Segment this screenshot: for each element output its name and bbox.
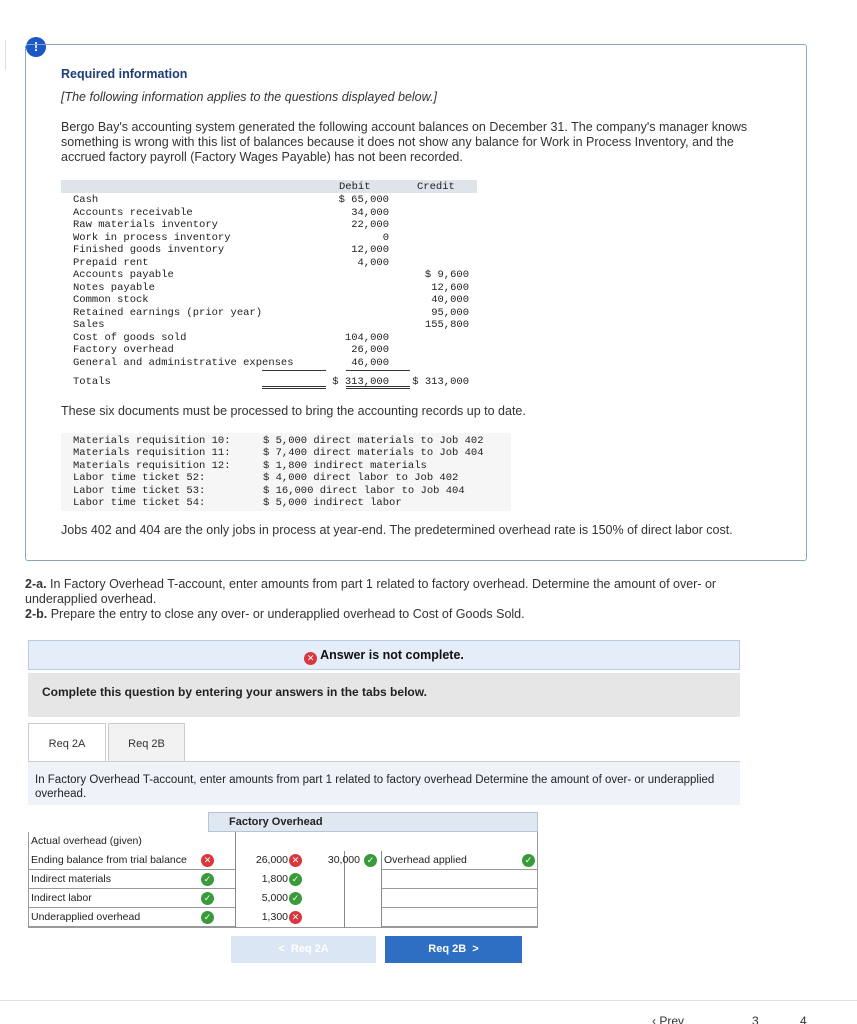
document-description: $ 7,400 direct materials to Job 404: [263, 447, 484, 460]
footer-page-4[interactable]: 4: [800, 1014, 807, 1024]
document-row: [61, 497, 511, 509]
incorrect-x-icon: ✕: [289, 854, 302, 867]
t-left-label[interactable]: Underapplied overhead: [31, 911, 141, 923]
tb-account: Accounts payable: [73, 269, 174, 281]
t-left-amount-input[interactable]: 1,800: [261, 873, 288, 885]
trial-balance-row: [61, 332, 477, 345]
footer-prev-label: Prev: [659, 1014, 685, 1024]
tb-account: Raw materials inventory: [73, 219, 218, 231]
document-row: [61, 435, 511, 447]
document-description: $ 1,800 indirect materials: [263, 459, 427, 472]
document-row: [61, 460, 511, 472]
left-edge-marker: [0, 40, 6, 70]
trial-balance-row: [61, 194, 477, 207]
tb-account: General and administrative expenses: [73, 356, 294, 369]
required-information-subtitle: [The following information applies to the questions displayed below.]: [61, 90, 437, 104]
footer-page-3[interactable]: 3: [752, 1014, 759, 1024]
tb-account: Notes payable: [73, 281, 155, 294]
chevron-right-icon: >: [466, 943, 479, 955]
trial-balance-row: [61, 244, 477, 257]
trial-balance-row: [61, 294, 477, 307]
tb-debit: $ 313,000: [332, 376, 389, 388]
intro-paragraph: Bergo Bay's accounting system generated the following account balances on December 31. The company's manager knows something is wrong with this list of balances because it does not show any balance for Work in Process Inventory, and the accrued factory payroll (Factory Wages Payable) has not been recorded.: [61, 120, 748, 164]
tb-account: Prepaid rent: [73, 256, 149, 269]
t-row-rule: [28, 926, 235, 927]
t-left-amount-input[interactable]: 26,000: [255, 854, 288, 866]
trial-balance-row: [61, 219, 477, 232]
debit-subtotal-rule: [262, 370, 326, 371]
tb-credit: 40,000: [431, 294, 469, 306]
chevron-left-icon: <: [278, 943, 291, 955]
incorrect-icon: ✕: [304, 652, 317, 665]
t-account-right-divider: [381, 851, 382, 928]
t-left-amount-input[interactable]: 1,300: [261, 911, 288, 923]
t-row-rule: [381, 907, 538, 908]
correct-check-icon: ✓: [289, 873, 302, 886]
tb-account: Totals: [73, 376, 111, 388]
tb-debit: 34,000: [351, 206, 389, 219]
tb-debit: 26,000: [351, 344, 389, 356]
debit-total-rule: [262, 386, 326, 389]
factory-overhead-t-account: [28, 832, 538, 928]
tb-debit: 4,000: [357, 256, 389, 269]
t-left-label[interactable]: Indirect materials: [31, 873, 111, 885]
correct-check-icon: ✓: [201, 911, 214, 924]
document-row: [61, 485, 511, 497]
t-row-rule: [381, 926, 538, 927]
t-row-rule: [381, 869, 538, 870]
document-name: Materials requisition 11:: [73, 447, 231, 460]
t-left-amount-input[interactable]: 5,000: [261, 892, 288, 904]
answer-status-text: Answer is not complete.: [320, 648, 464, 662]
document-row: [61, 472, 511, 484]
debit-header: Debit: [339, 181, 371, 193]
trial-balance-row: [61, 269, 477, 282]
question-2a-text: In Factory Overhead T-account, enter amounts from part 1 related to factory overhead. Determine the amount of over- or underapplied overhead.: [25, 577, 717, 606]
trial-balance-header: [61, 180, 477, 193]
tab-req-2a[interactable]: Req 2A: [28, 723, 106, 761]
required-information-title: Required information: [61, 67, 188, 81]
trial-balance-row: [61, 207, 477, 220]
correct-check-icon: ✓: [364, 854, 377, 867]
trial-balance-table: [61, 180, 477, 388]
t-account-title: Factory Overhead: [208, 812, 538, 832]
document-description: $ 5,000 direct materials to Job 402: [263, 435, 484, 447]
trial-balance-row: [61, 319, 477, 332]
t-account-divider: [235, 832, 236, 928]
trial-balance-row: [61, 232, 477, 245]
tab-instruction-panel: [28, 761, 740, 805]
document-name: Labor time ticket 53:: [73, 484, 206, 497]
alert-icon: !: [26, 37, 46, 57]
tb-account: Cash: [73, 194, 99, 206]
tb-account: Cost of goods sold: [73, 331, 187, 344]
t-row-rule: [381, 888, 538, 889]
document-name: Labor time ticket 52:: [73, 472, 206, 485]
tb-credit: 155,800: [424, 319, 469, 331]
credit-total-rule: [346, 386, 410, 389]
tb-account: Common stock: [73, 294, 149, 306]
tb-credit: 12,600: [431, 281, 469, 294]
tb-debit: 104,000: [344, 331, 389, 344]
document-description: $ 4,000 direct labor to Job 402: [263, 472, 459, 485]
question-text: [25, 577, 785, 622]
prev-tab-button[interactable]: [231, 936, 376, 963]
document-name: Materials requisition 12:: [73, 459, 231, 472]
document-name: Materials requisition 10:: [73, 435, 231, 447]
correct-check-icon: ✓: [522, 854, 535, 867]
trial-balance-row: [61, 344, 477, 357]
t-left-label[interactable]: Indirect labor: [31, 892, 92, 904]
tb-credit: $ 313,000: [412, 376, 469, 388]
tb-account: Sales: [73, 319, 105, 331]
question-2b-text: Prepare the entry to close any over- or underapplied overhead to Cost of Goods Sold.: [47, 607, 525, 621]
instructions-box: [28, 673, 740, 717]
t-right-amount-input[interactable]: 30,000: [327, 854, 360, 866]
tb-credit: $ 9,600: [424, 269, 469, 281]
instructions-text: Complete this question by entering your answers in the tabs below.: [42, 685, 427, 699]
footer-prev-button[interactable]: ‹ Prev: [652, 1014, 684, 1024]
t-right-label[interactable]: Overhead applied: [384, 854, 467, 866]
credit-subtotal-rule: [346, 370, 410, 371]
tb-debit: $ 65,000: [338, 194, 389, 206]
tb-debit: 12,000: [351, 244, 389, 256]
correct-check-icon: ✓: [289, 892, 302, 905]
tb-account: Factory overhead: [73, 344, 174, 356]
correct-check-icon: ✓: [201, 892, 214, 905]
tb-account: Work in process inventory: [73, 231, 231, 244]
incorrect-x-icon: ✕: [201, 854, 214, 867]
documents-intro: These six documents must be processed to bring the accounting records up to date.: [61, 404, 526, 418]
tb-debit: 0: [382, 231, 389, 244]
question-2b-label: 2-b.: [25, 607, 48, 621]
answer-status-banner: [28, 640, 740, 670]
document-description: $ 16,000 direct labor to Job 404: [263, 484, 465, 497]
t-left-label[interactable]: Ending balance from trial balance: [31, 854, 187, 866]
tab-req-2b[interactable]: Req 2B: [108, 723, 185, 761]
document-row: [61, 447, 511, 459]
document-description: $ 5,000 indirect labor: [263, 497, 402, 509]
tb-account: Finished goods inventory: [73, 244, 225, 256]
trial-balance-row: [61, 307, 477, 320]
question-2a-label: 2-a.: [25, 577, 47, 591]
tb-account: Retained earnings (prior year): [73, 306, 263, 319]
tb-credit: 95,000: [431, 306, 469, 319]
tab-instruction-text: In Factory Overhead T-account, enter amounts from part 1 related to factory overhead Determine the amount of over- or underapplied overhead.: [35, 774, 715, 800]
prev-tab-label: Req 2A: [290, 943, 329, 955]
footer-divider: [0, 1000, 857, 1001]
correct-check-icon: ✓: [201, 873, 214, 886]
incorrect-x-icon: ✕: [289, 911, 302, 924]
next-tab-button[interactable]: [385, 936, 522, 963]
next-tab-label: Req 2B: [428, 943, 467, 955]
jobs-note: Jobs 402 and 404 are the only jobs in process at year-end. The predetermined overhead rate is 150% of direct labor cost.: [61, 523, 733, 537]
trial-balance-row: [61, 282, 477, 295]
tb-debit: 46,000: [351, 356, 389, 369]
documents-table: [61, 433, 511, 511]
document-name: Labor time ticket 54:: [73, 497, 206, 509]
t-left-label: Actual overhead (given): [31, 835, 142, 847]
trial-balance-row: [61, 357, 477, 370]
tb-debit: 22,000: [351, 219, 389, 231]
tb-account: Accounts receivable: [73, 206, 193, 219]
credit-header: Credit: [417, 181, 455, 193]
trial-balance-row: [61, 257, 477, 270]
